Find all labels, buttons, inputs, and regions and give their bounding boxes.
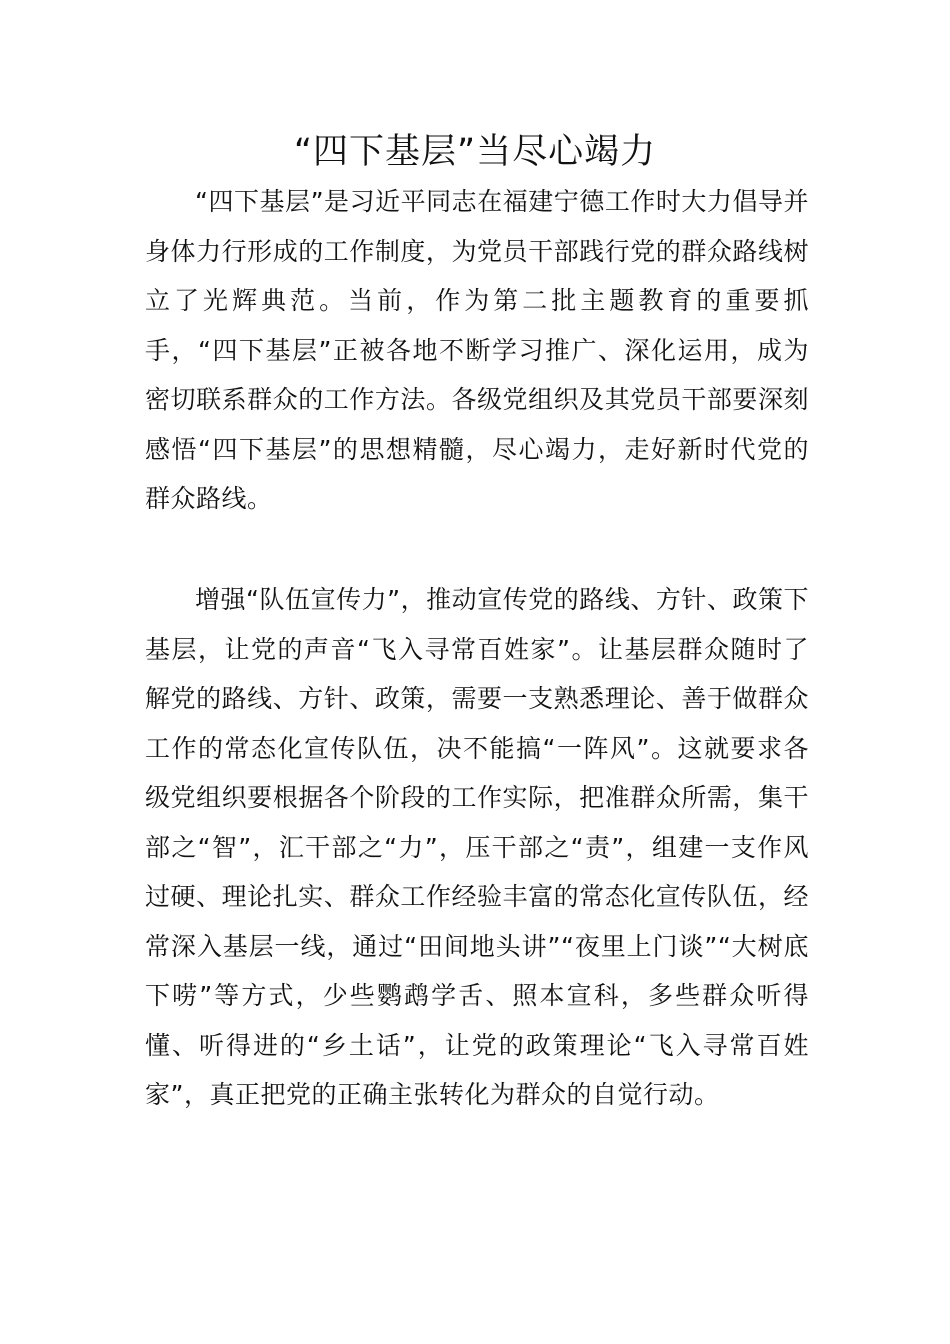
paragraph-team-publicity: 增强“队伍宣传力”，推动宣传党的路线、方针、政策下基层，让党的声音“飞入寻常百姓家”。让基层群众随时了解党的路线、方针、政策，需要一支熟悉理论、善于做群众工作的常态化宣传队伍，决不能搞“一阵风”。这就要求各级党组织要根据各个阶段的工作实际，把准群众所需，集干部之“智”，汇干部之“力”，压干部之“责”，组建一支作风过硬、理论扎实、群众工作经验丰富的常态化宣传队伍，经常深入基层一线，通过“田间地头讲”“夜里上门谈”“大树底下唠”等方式，少些鹦鹉学舌、照本宣科，多些群众听得懂、听得进的“乡土话”，让党的政策理论“飞入寻常百姓家”，真正把党的正确主张转化为群众的自觉行动。 <box>145 585 809 1109</box>
paragraph-intro: “四下基层”是习近平同志在福建宁德工作时大力倡导并身体力行形成的工作制度，为党员干部践行党的群众路线树立了光辉典范。当前，作为第二批主题教育的重要抓手，“四下基层”正被各地不断学习推广、深化运用，成为密切联系群众的工作方法。各级党组织及其党员干部要深刻感悟“四下基层”的思想精髓，尽心竭力，走好新时代党的群众路线。 <box>145 187 809 513</box>
document-title: “四下基层”当尽心竭力 <box>293 132 657 172</box>
